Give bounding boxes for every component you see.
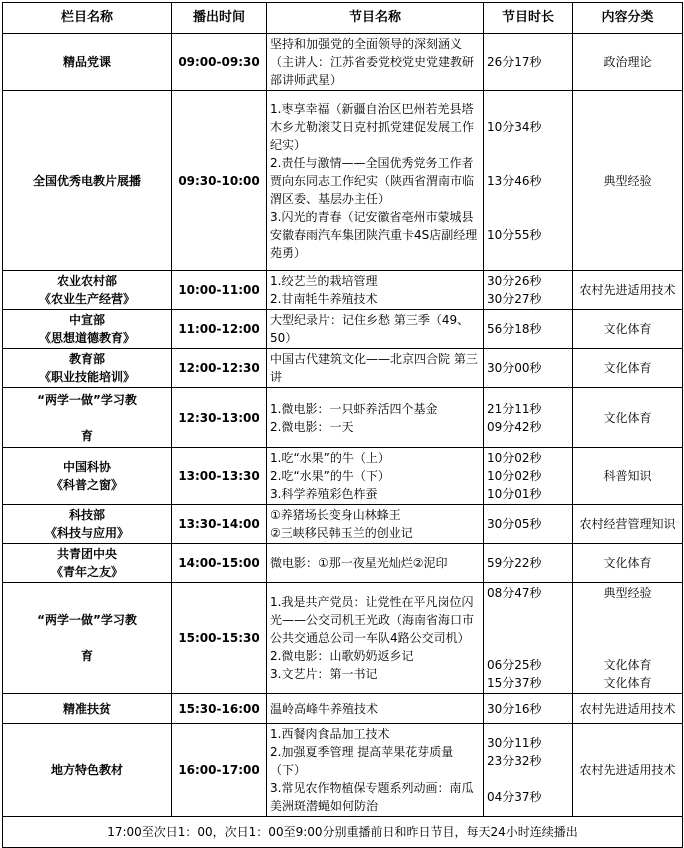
program-item: 3.常见农作物植保专题系列动画：南瓜美洲斑潜蝇如何防治 (270, 781, 474, 813)
program-item: 3.闪光的青春（记安徽省亳州市蒙城县安徽春雨汽车集团陕汽重卡4S店副经理苑勇） (270, 209, 478, 260)
category: 典型经验 (603, 173, 652, 188)
time-cell: 14:00-15:00 (172, 544, 267, 583)
time-cell: 15:00-15:30 (172, 583, 267, 694)
category-cell (573, 448, 683, 505)
time-cell: 13:30-14:00 (172, 505, 267, 544)
table-row (3, 310, 683, 349)
column-name: “两学一做”学习教 (37, 613, 137, 627)
header-row (3, 3, 683, 34)
program-cell (267, 724, 484, 817)
column-name-cell (3, 349, 172, 388)
program-cell (267, 505, 484, 544)
program-item: 1.微电影：一只虾养活四个基金 (270, 401, 438, 416)
category: 农村先进适用技术 (579, 701, 676, 716)
column-name: 中宣部 (68, 313, 105, 327)
program-item: 1.绞艺兰的栽培管理 (270, 274, 378, 288)
duration-cell (484, 388, 573, 448)
program-item: 3.文艺片：第一书记 (270, 667, 378, 681)
header-column-name: 栏目名称 (3, 3, 172, 34)
program-cell (267, 349, 484, 388)
category: 文化体育 (603, 658, 652, 672)
category-cell (573, 34, 683, 91)
column-name: 精准扶贫 (62, 701, 111, 716)
program-cell (267, 310, 484, 349)
program-item: 2.甘南牦牛养殖技术 (270, 292, 378, 306)
category-cell (573, 91, 683, 271)
duration: 10分02秒 (487, 469, 542, 483)
program-item: 中国古代建筑文化——北京四合院 第三讲 (270, 352, 478, 384)
program-cell (267, 388, 484, 448)
category-cell (573, 349, 683, 388)
table-row (3, 91, 683, 271)
time-cell: 15:30-16:00 (172, 694, 267, 724)
column-subtitle: 《农业生产经营》 (38, 292, 135, 306)
category-cell (573, 388, 683, 448)
header-duration: 节目时长 (484, 3, 573, 34)
duration: 06分25秒 (487, 658, 542, 672)
table-row (3, 583, 683, 694)
duration: 30分27秒 (487, 292, 542, 306)
duration-cell (484, 544, 573, 583)
column-subtitle: 《青年之友》 (50, 565, 123, 579)
duration-cell (484, 724, 573, 817)
category: 文化体育 (603, 410, 652, 425)
category-cell (573, 724, 683, 817)
table-row (3, 388, 683, 448)
duration: 09分42秒 (487, 419, 542, 434)
table-row (3, 448, 683, 505)
column-name: 精品党课 (62, 55, 111, 69)
duration: 30分26秒 (487, 274, 542, 288)
duration-cell (484, 694, 573, 724)
duration: 30分00秒 (487, 361, 542, 375)
column-name-cell (3, 310, 172, 349)
duration-cell (484, 271, 573, 310)
column-name-cell (3, 91, 172, 271)
column-name: 农业农村部 (56, 274, 117, 288)
time-cell: 13:00-13:30 (172, 448, 267, 505)
program-item: 3.科学养殖彩色柞蚕 (270, 487, 378, 501)
header-category: 内容分类 (573, 3, 683, 34)
column-name-cell (3, 388, 172, 448)
program-cell (267, 34, 484, 91)
column-name: 科技部 (68, 508, 105, 522)
duration: 15分37秒 (487, 676, 542, 690)
header-broadcast-time: 播出时间 (172, 3, 267, 34)
duration: 26分17秒 (487, 55, 542, 69)
column-subtitle: 《科普之窗》 (50, 478, 123, 492)
table-row (3, 34, 683, 91)
program-item: 1.吃“水果”的牛（上） (270, 451, 390, 465)
program-item: 2.吃“水果”的牛（下） (270, 469, 390, 483)
program-item: 2.责任与激情——全国优秀党务工作者贾向东同志工作纪实（陕西省渭南市临渭区委、基层办主任） (270, 155, 475, 206)
time-cell: 09:30-10:00 (172, 91, 267, 271)
duration: 08分47秒 (487, 586, 542, 600)
duration: 30分16秒 (487, 701, 542, 716)
table-row (3, 505, 683, 544)
program-item: 大型纪录片：记住乡愁 第三季（49、50） (270, 313, 470, 345)
category-cell (573, 505, 683, 544)
duration-cell (484, 34, 573, 91)
column-name: 中国科协 (62, 460, 111, 474)
duration-cell (484, 349, 573, 388)
category-cell (573, 310, 683, 349)
program-cell (267, 448, 484, 505)
category: 文化体育 (603, 556, 652, 570)
time-cell: 10:00-11:00 (172, 271, 267, 310)
column-name-cell (3, 724, 172, 817)
column-subtitle: 《职业技能培训》 (38, 370, 135, 384)
column-name: “两学一做”学习教 (37, 392, 137, 407)
duration-cell (484, 310, 573, 349)
column-subtitle: 《科技与应用》 (44, 526, 129, 540)
time-cell: 09:00-09:30 (172, 34, 267, 91)
table-row (3, 349, 683, 388)
duration-cell (484, 448, 573, 505)
program-item: 微电影：①那一夜星光灿烂②泥印 (270, 556, 448, 570)
category: 科普知识 (603, 469, 652, 483)
category: 文化体育 (603, 676, 652, 690)
column-name-cell (3, 694, 172, 724)
column-name: 全国优秀电教片展播 (32, 173, 141, 188)
program-cell (267, 544, 484, 583)
column-name: 育 (80, 649, 93, 663)
duration-cell (484, 505, 573, 544)
duration-cell (484, 583, 573, 694)
column-name-cell (3, 271, 172, 310)
program-item: ②三峡移民韩玉兰的创业记 (270, 526, 413, 540)
column-name: 共青团中央 (56, 547, 117, 561)
header-program-name: 节目名称 (267, 3, 484, 34)
duration: 59分22秒 (487, 556, 542, 570)
duration: 21分11秒 (487, 401, 542, 416)
footer-note: 17:00至次日1：00，次日1：00至9:00分别重播前日和昨日节目，每天24小时连续播出 (3, 817, 683, 848)
category: 农村先进适用技术 (579, 763, 676, 777)
column-name-cell (3, 448, 172, 505)
duration: 10分34秒 (487, 119, 542, 134)
category-cell (573, 583, 683, 694)
program-cell (267, 583, 484, 694)
column-name-cell (3, 505, 172, 544)
program-item: 2.微电影：一天 (270, 419, 354, 434)
time-cell: 12:30-13:00 (172, 388, 267, 448)
program-cell (267, 694, 484, 724)
column-name-cell (3, 583, 172, 694)
column-name-cell (3, 544, 172, 583)
duration: 30分11秒 (487, 736, 542, 750)
column-name: 地方特色教材 (50, 763, 123, 777)
schedule-table (2, 2, 683, 848)
duration: 30分05秒 (487, 517, 542, 531)
category: 文化体育 (603, 322, 652, 336)
time-cell: 11:00-12:00 (172, 310, 267, 349)
duration-cell (484, 91, 573, 271)
program-item: 1.我是共产党员：让党性在平凡岗位闪光——公交司机王光政（海南省海口市公共交通总公司一车队4路公交司机） (270, 595, 475, 645)
program-item: 2.加强夏季管理 提高苹果花芽质量（下） (270, 745, 454, 777)
table-row (3, 271, 683, 310)
duration: 23分32秒 (487, 754, 542, 768)
category: 文化体育 (603, 361, 652, 375)
duration: 10分01秒 (487, 487, 542, 501)
category: 典型经验 (603, 586, 652, 600)
column-name: 育 (80, 428, 93, 443)
table-row (3, 544, 683, 583)
duration: 04分37秒 (487, 790, 542, 804)
duration: 10分55秒 (487, 227, 542, 242)
category-cell (573, 271, 683, 310)
category-cell (573, 694, 683, 724)
column-name: 教育部 (68, 352, 105, 366)
program-item: 2.微电影：山歌奶奶返乡记 (270, 649, 414, 663)
duration: 13分46秒 (487, 173, 542, 188)
program-item: 1.枣享幸福（新疆自治区巴州若羌县塔木乡尤勒滚艾日克村抓党建促发展工作纪实） (270, 101, 475, 152)
program-item: ①养猪场长变身山林蜂王 (270, 508, 401, 522)
program-item: 1.西餐肉食品加工技术 (270, 727, 390, 741)
program-item: 温岭高峰牛养殖技术 (270, 701, 379, 716)
time-cell: 16:00-17:00 (172, 724, 267, 817)
table-row (3, 694, 683, 724)
category-cell (573, 544, 683, 583)
column-name-cell (3, 34, 172, 91)
category: 政治理论 (603, 55, 652, 69)
time-cell: 12:00-12:30 (172, 349, 267, 388)
duration: 56分18秒 (487, 322, 542, 336)
category: 农村经营管理知识 (579, 517, 676, 531)
program-item: 坚持和加强党的全面领导的深刻涵义（主讲人：江苏省委党校党史党建教研部讲师武星） (270, 37, 475, 87)
footer-row (3, 817, 683, 848)
column-subtitle: 《思想道德教育》 (38, 331, 135, 345)
duration: 10分02秒 (487, 451, 542, 465)
program-cell (267, 91, 484, 271)
program-cell (267, 271, 484, 310)
table-row (3, 724, 683, 817)
category: 农村先进适用技术 (579, 283, 676, 297)
